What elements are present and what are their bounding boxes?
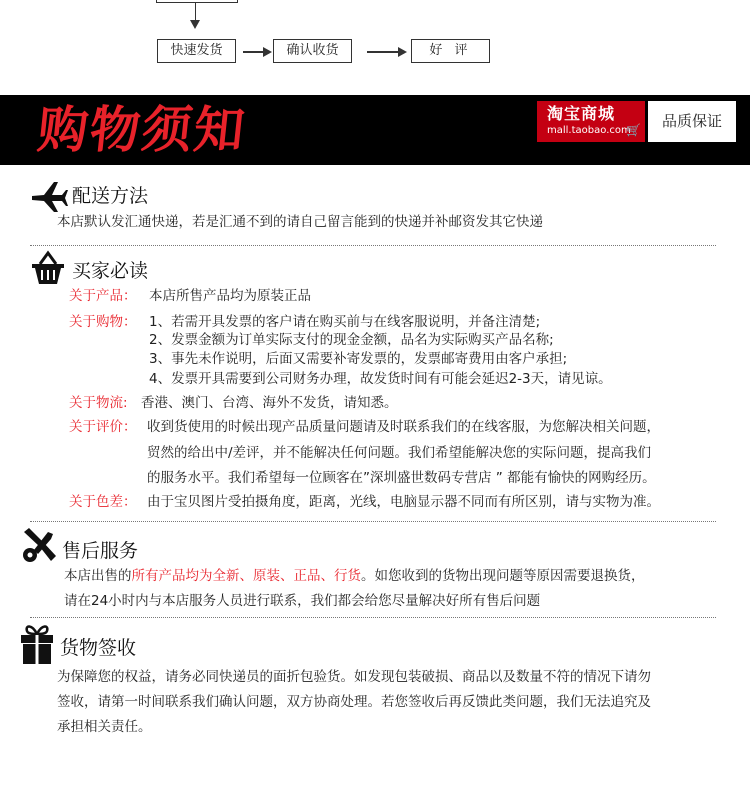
purchase-item: 2、发票金额为订单实际支付的现金金额，品名为实际购买产品名称; [149, 332, 554, 348]
review-line: 贸然的给出中/差评，并不能解决任何问题。我们希望能解决您的实际问题，提高我们 [147, 445, 652, 461]
section-divider [30, 245, 716, 246]
logistics-text: 香港、澳门、台湾、海外不发货，请知悉。 [141, 395, 398, 411]
taobao-mall-logo [537, 101, 645, 142]
flow-previous-box [156, 0, 238, 3]
product-label: 关于产品： [69, 288, 137, 304]
receipt-line: 承担相关责任。 [57, 719, 152, 735]
arrow-down-icon [190, 20, 200, 29]
color-label: 关于色差： [69, 494, 137, 510]
buyer-notice-title: 买家必读 [72, 260, 149, 282]
shipping-text: 本店默认发汇通快递，若是汇通不到的请自己留言能到的快递并补邮资发其它快递 [57, 214, 543, 230]
after-sales-highlight: 所有产品均为全新、原装、正品、行货 [131, 568, 361, 584]
after-sales-title: 售后服务 [62, 540, 139, 562]
purchase-label: 关于购物： [69, 314, 137, 330]
shopping-basket-icon [30, 250, 66, 286]
logistics-label: 关于物流: [69, 395, 128, 411]
after-sales-line-1 [64, 565, 645, 587]
receipt-line: 为保障您的权益，请务必同快递员的面折包验货。如发现包装破损、商品以及数量不符的情况下请勿 [57, 669, 651, 685]
purchase-item: 3、事先未作说明，后面又需要补寄发票的，发票邮寄费用由客户承担; [149, 351, 568, 367]
purchase-item: 4、发票开具需要到公司财务办理，故发货时间有可能会延迟2-3天，请见谅。 [149, 371, 612, 387]
section-divider [30, 617, 716, 618]
review-line: 收到货使用的时候出现产品质量问题请及时联系我们的在线客服，为您解决相关问题， [147, 419, 660, 435]
flow-step-good-review: 好 评 [411, 39, 490, 63]
airplane-icon [30, 178, 68, 212]
arrow-right-icon [263, 47, 272, 57]
review-label: 关于评价： [69, 419, 137, 435]
after-sales-line-2: 请在24小时内与本店服务人员进行联系，我们都会给您尽量解决好所有售后问题 [64, 593, 541, 609]
review-line: 的服务水平。我们希望每一位顾客在”深圳盛世数码专营店 ” 都能有愉快的网购经历。 [147, 470, 656, 486]
taobao-logo-text: 淘宝商城 [547, 104, 616, 123]
shopping-notice-banner [0, 95, 750, 165]
receipt-line: 签收，请第一时间联系我们确认问题，双方协商处理。若您签收后再反馈此类问题，我们无法追究及 [57, 694, 651, 710]
flow-arrow-line-1 [243, 51, 265, 53]
cart-icon: 🛒 [626, 123, 641, 137]
flow-step-confirm-receipt: 确认收货 [273, 39, 352, 63]
gift-icon [20, 622, 54, 664]
section-divider [30, 521, 716, 522]
tools-icon [20, 526, 58, 564]
taobao-logo-url: mall.taobao.com [547, 125, 631, 136]
quality-guarantee-badge: 品质保证 [648, 101, 736, 142]
flow-arrow-line-2 [367, 51, 400, 53]
color-text: 由于宝贝图片受拍摄角度，距离，光线，电脑显示器不同而有所区别，请与实物为准。 [147, 494, 660, 510]
flow-step-fast-shipping: 快速发货 [157, 39, 236, 63]
receipt-title: 货物签收 [60, 637, 137, 659]
arrow-right-icon [398, 47, 407, 57]
after-sales-text: 本店出售的 [64, 568, 132, 584]
banner-title: 购物须知 [34, 101, 250, 159]
product-text: 本店所售产品均为原装正品 [149, 288, 311, 304]
after-sales-text: 。如您收到的货物出现问题等原因需要退换货， [361, 568, 645, 584]
purchase-item: 1、若需开具发票的客户请在购买前与在线客服说明，并备注清楚; [149, 314, 541, 330]
shipping-title: 配送方法 [72, 185, 149, 207]
